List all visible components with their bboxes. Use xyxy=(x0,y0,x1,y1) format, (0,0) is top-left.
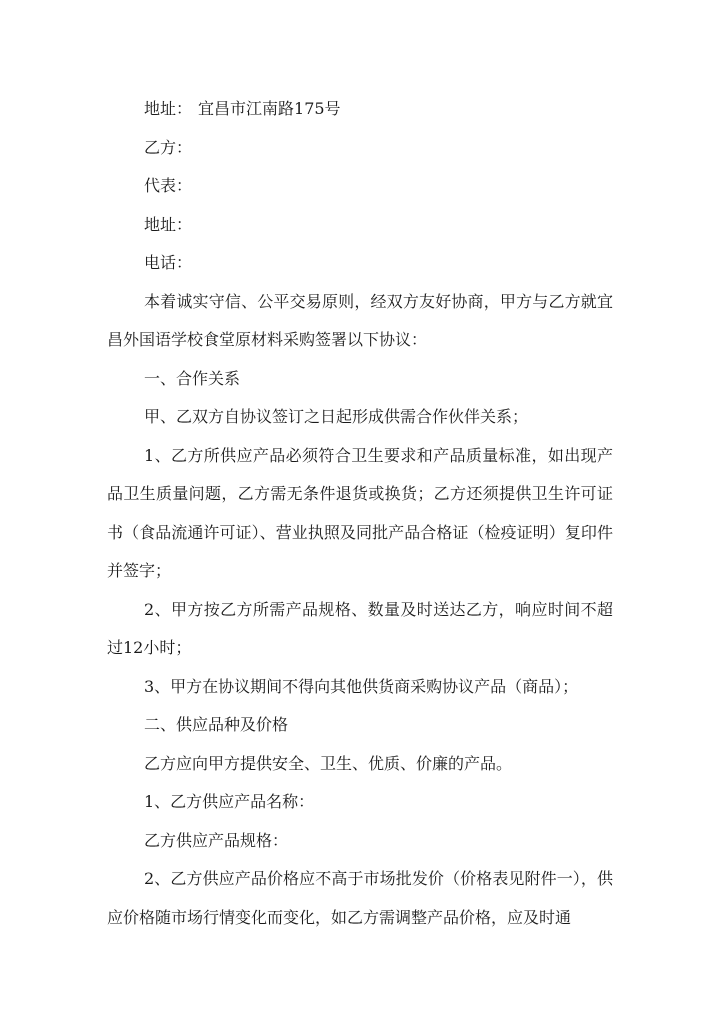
section2-paragraph-1: 1、乙方供应产品名称： xyxy=(144,792,315,811)
intro-paragraph: 本着诚实守信、公平交易原则，经双方友好协商，甲方与乙方就宜昌外国语学校食堂原材料采购签署以下协议： xyxy=(107,291,613,349)
section1-paragraph-3: 3、甲方在协议期间不得向其他供货商采购协议产品（商品）； xyxy=(144,676,579,696)
phone-line: 电话： xyxy=(144,253,193,272)
section1-heading: 一、合作关系 xyxy=(144,368,241,388)
section2-paragraph-3: 2、乙方供应产品价格应不高于市场批发价（价格表见附件一），供应价格随市场行情变化而变化，如乙方需调整产品价格，应及时通 xyxy=(107,869,613,927)
party-b-line: 乙方： xyxy=(144,137,193,157)
address-b-line: 地址： xyxy=(144,214,193,234)
representative-line: 代表： xyxy=(144,176,193,195)
section2-paragraph-2: 乙方供应产品规格： xyxy=(144,830,289,850)
address-a-line xyxy=(107,90,613,129)
section1-paragraph-0: 甲、乙双方自协议签订之日起形成供需合作伙伴关系； xyxy=(144,407,529,426)
section2-heading: 二、供应品种及价格 xyxy=(144,715,289,734)
section2-paragraph-0: 乙方应向甲方提供安全、卫生、优质、价廉的产品。 xyxy=(144,753,513,773)
section1-paragraph-2: 2、甲方按乙方所需产品规格、数量及时送达乙方，响应时间不超过12小时； xyxy=(107,599,613,657)
section1-paragraph-1: 1、乙方所供应产品必须符合卫生要求和产品质量标准，如出现产品卫生质量问题，乙方需无条件退货或换货；乙方还须提供卫生许可证书（食品流通许可证）、营业执照及同批产品合格证（检疫证明）复印件并签字； xyxy=(107,445,613,580)
document-body xyxy=(107,90,613,937)
address-a-value: 宜昌市江南路175号 xyxy=(198,99,341,118)
address-a-label: 地址： xyxy=(144,99,193,118)
